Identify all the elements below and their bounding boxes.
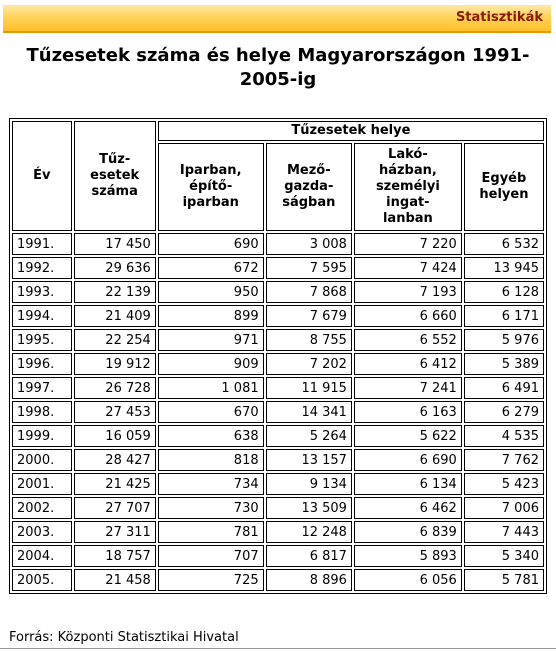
col-header-year: Év <box>12 121 72 231</box>
cell-agriculture: 7 595 <box>266 257 352 279</box>
cell-total: 18 757 <box>74 545 156 567</box>
table-row <box>12 233 544 255</box>
cell-total: 28 427 <box>74 449 156 471</box>
cell-total: 22 139 <box>74 281 156 303</box>
source-note: Forrás: Központi Statisztikai Hivatal <box>9 630 239 645</box>
cell-agriculture: 8 896 <box>266 569 352 591</box>
cell-residential: 6 412 <box>354 353 462 375</box>
cell-industry: 781 <box>158 521 264 543</box>
cell-agriculture: 11 915 <box>266 377 352 399</box>
page-title-line2: 2005-ig <box>239 69 317 90</box>
cell-industry: 899 <box>158 305 264 327</box>
table-row <box>12 353 544 375</box>
cell-other: 5 781 <box>464 569 544 591</box>
cell-year: 1998. <box>12 401 72 423</box>
cell-agriculture: 13 157 <box>266 449 352 471</box>
cell-other: 4 535 <box>464 425 544 447</box>
col-header-total: Tűz- esetek száma <box>74 121 156 231</box>
bottom-divider <box>0 648 556 649</box>
cell-residential: 6 462 <box>354 497 462 519</box>
cell-residential: 6 056 <box>354 569 462 591</box>
cell-total: 27 311 <box>74 521 156 543</box>
table-row <box>12 329 544 351</box>
cell-year: 1992. <box>12 257 72 279</box>
col-header-industry: Iparban, építő- iparban <box>158 143 264 231</box>
cell-industry: 670 <box>158 401 264 423</box>
cell-agriculture: 8 755 <box>266 329 352 351</box>
table-row <box>12 473 544 495</box>
table-row <box>12 521 544 543</box>
cell-total: 21 458 <box>74 569 156 591</box>
cell-year: 2002. <box>12 497 72 519</box>
cell-other: 6 491 <box>464 377 544 399</box>
table-row <box>12 449 544 471</box>
cell-year: 1991. <box>12 233 72 255</box>
table-row <box>12 545 544 567</box>
cell-year: 1999. <box>12 425 72 447</box>
cell-total: 16 059 <box>74 425 156 447</box>
cell-other: 6 171 <box>464 305 544 327</box>
cell-agriculture: 14 341 <box>266 401 352 423</box>
cell-agriculture: 6 817 <box>266 545 352 567</box>
cell-year: 2005. <box>12 569 72 591</box>
table-row <box>12 497 544 519</box>
cell-year: 1997. <box>12 377 72 399</box>
table-row <box>12 281 544 303</box>
cell-total: 29 636 <box>74 257 156 279</box>
cell-residential: 7 193 <box>354 281 462 303</box>
cell-year: 1993. <box>12 281 72 303</box>
cell-total: 26 728 <box>74 377 156 399</box>
cell-industry: 725 <box>158 569 264 591</box>
cell-industry: 707 <box>158 545 264 567</box>
cell-total: 17 450 <box>74 233 156 255</box>
cell-residential: 6 134 <box>354 473 462 495</box>
fire-statistics-table <box>9 118 547 594</box>
cell-total: 19 912 <box>74 353 156 375</box>
cell-industry: 672 <box>158 257 264 279</box>
cell-agriculture: 7 202 <box>266 353 352 375</box>
section-title: Statisztikák <box>455 10 543 25</box>
cell-year: 2000. <box>12 449 72 471</box>
table-row <box>12 425 544 447</box>
table-row <box>12 401 544 423</box>
cell-residential: 6 552 <box>354 329 462 351</box>
table-row <box>12 377 544 399</box>
cell-industry: 1 081 <box>158 377 264 399</box>
page-title <box>0 44 556 92</box>
cell-other: 6 128 <box>464 281 544 303</box>
cell-total: 27 453 <box>74 401 156 423</box>
cell-industry: 971 <box>158 329 264 351</box>
cell-year: 2004. <box>12 545 72 567</box>
cell-agriculture: 9 134 <box>266 473 352 495</box>
cell-other: 7 443 <box>464 521 544 543</box>
cell-residential: 6 163 <box>354 401 462 423</box>
cell-other: 5 423 <box>464 473 544 495</box>
cell-other: 7 762 <box>464 449 544 471</box>
cell-residential: 5 622 <box>354 425 462 447</box>
cell-year: 2003. <box>12 521 72 543</box>
cell-other: 13 945 <box>464 257 544 279</box>
cell-industry: 734 <box>158 473 264 495</box>
cell-agriculture: 7 868 <box>266 281 352 303</box>
cell-agriculture: 12 248 <box>266 521 352 543</box>
cell-residential: 6 660 <box>354 305 462 327</box>
cell-year: 1995. <box>12 329 72 351</box>
cell-total: 21 425 <box>74 473 156 495</box>
page-title-line1: Tűzesetek száma és helye Magyarországon 1991- <box>26 45 530 66</box>
cell-other: 5 389 <box>464 353 544 375</box>
cell-industry: 638 <box>158 425 264 447</box>
cell-residential: 7 220 <box>354 233 462 255</box>
cell-residential: 7 424 <box>354 257 462 279</box>
col-header-agriculture: Mező- gazda- ságban <box>266 143 352 231</box>
cell-agriculture: 3 008 <box>266 233 352 255</box>
table-row <box>12 257 544 279</box>
cell-agriculture: 13 509 <box>266 497 352 519</box>
cell-industry: 950 <box>158 281 264 303</box>
section-header-bar <box>3 5 551 33</box>
cell-total: 21 409 <box>74 305 156 327</box>
cell-industry: 730 <box>158 497 264 519</box>
cell-total: 27 707 <box>74 497 156 519</box>
cell-agriculture: 7 679 <box>266 305 352 327</box>
cell-other: 6 279 <box>464 401 544 423</box>
cell-year: 1996. <box>12 353 72 375</box>
cell-industry: 818 <box>158 449 264 471</box>
cell-other: 5 340 <box>464 545 544 567</box>
cell-residential: 5 893 <box>354 545 462 567</box>
col-header-residential: Lakó- házban, személyi ingat- lanban <box>354 143 462 231</box>
cell-other: 5 976 <box>464 329 544 351</box>
cell-agriculture: 5 264 <box>266 425 352 447</box>
cell-year: 2001. <box>12 473 72 495</box>
cell-year: 1994. <box>12 305 72 327</box>
cell-residential: 6 690 <box>354 449 462 471</box>
col-header-other: Egyéb helyen <box>464 143 544 231</box>
cell-other: 6 532 <box>464 233 544 255</box>
table-row <box>12 305 544 327</box>
cell-residential: 6 839 <box>354 521 462 543</box>
table-row <box>12 569 544 591</box>
col-header-group-location: Tűzesetek helye <box>158 121 544 141</box>
table-body <box>12 233 544 591</box>
cell-industry: 909 <box>158 353 264 375</box>
cell-other: 7 006 <box>464 497 544 519</box>
cell-residential: 7 241 <box>354 377 462 399</box>
cell-industry: 690 <box>158 233 264 255</box>
cell-total: 22 254 <box>74 329 156 351</box>
